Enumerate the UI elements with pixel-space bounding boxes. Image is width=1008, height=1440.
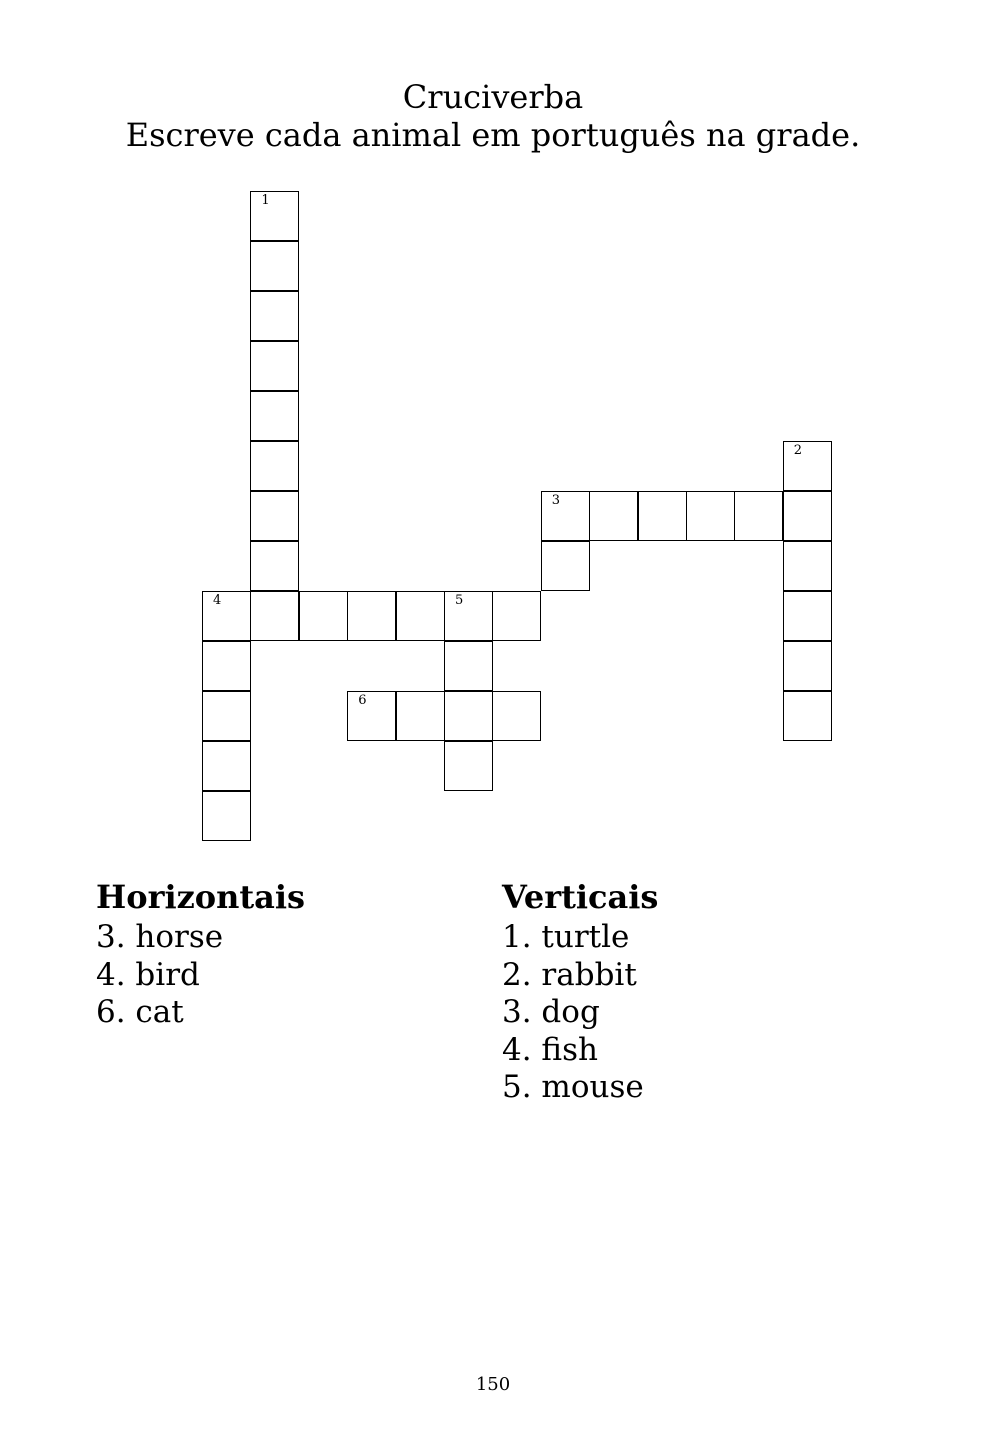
crossword-cell[interactable] <box>299 591 348 641</box>
crossword-cell[interactable] <box>202 641 251 691</box>
crossword-cell[interactable] <box>347 691 396 741</box>
crossword-cell[interactable] <box>783 691 832 741</box>
crossword-cell[interactable] <box>396 691 445 741</box>
crossword-cell[interactable] <box>347 591 396 641</box>
instructions-text: Escreve cada animal em português na grade. <box>125 116 861 154</box>
clue-down-3: 3. dog <box>502 994 600 1030</box>
crossword-cell[interactable] <box>541 491 590 541</box>
crossword-cell[interactable] <box>396 591 445 641</box>
crossword-cell[interactable] <box>783 591 832 641</box>
crossword-cell[interactable] <box>734 491 783 541</box>
crossword-cell[interactable] <box>250 341 299 391</box>
crossword-cell[interactable] <box>492 691 541 741</box>
crossword-cell[interactable] <box>783 641 832 691</box>
crossword-cell[interactable] <box>250 541 299 591</box>
crossword-cell[interactable] <box>250 591 299 641</box>
clue-number: 3 <box>551 493 561 508</box>
clue-across-3: 3. horse <box>96 919 224 955</box>
page-title: Cruciverba <box>402 78 584 116</box>
crossword-cell[interactable] <box>202 741 251 791</box>
across-clues <box>96 878 305 1032</box>
clue-across-4: 4. bird <box>96 956 200 993</box>
crossword-cell[interactable] <box>783 541 832 591</box>
clue-down-1: 1. turtle <box>502 919 630 955</box>
crossword-cell[interactable] <box>589 491 638 541</box>
clue-down-5: 5. mouse <box>502 1069 644 1105</box>
down-heading: Verticais <box>502 878 659 916</box>
crossword-cell[interactable] <box>250 491 299 541</box>
crossword-cell[interactable] <box>250 441 299 491</box>
down-clues <box>502 878 658 1107</box>
crossword-cell[interactable] <box>444 741 493 791</box>
crossword-cell[interactable] <box>638 491 687 541</box>
clue-number: 2 <box>793 443 803 458</box>
crossword-cell[interactable] <box>250 391 299 441</box>
clue-number: 4 <box>213 593 222 608</box>
clue-number: 6 <box>358 693 367 708</box>
crossword-cell[interactable] <box>492 591 541 641</box>
crossword-cell[interactable] <box>250 291 299 341</box>
page-number: 150 <box>475 1374 511 1395</box>
crossword-cell[interactable] <box>783 441 832 491</box>
crossword-cell[interactable] <box>250 191 299 241</box>
crossword-cell[interactable] <box>686 491 735 541</box>
crossword-cell[interactable] <box>202 591 251 641</box>
clue-down-2: 2. rabbit <box>502 956 637 993</box>
clue-number: 5 <box>455 593 464 608</box>
crossword-cell[interactable] <box>444 691 493 741</box>
crossword-cell[interactable] <box>444 591 493 641</box>
crossword-cell[interactable] <box>250 241 299 291</box>
clue-down-4: 4. fish <box>502 1031 598 1068</box>
crossword-cell[interactable] <box>783 491 832 541</box>
clue-across-6: 6. cat <box>96 994 184 1030</box>
across-heading: Horizontais <box>96 878 306 916</box>
crossword-cell[interactable] <box>444 641 493 691</box>
clue-number: 1 <box>261 193 270 208</box>
crossword-cell[interactable] <box>541 541 590 591</box>
crossword-cell[interactable] <box>202 691 251 741</box>
crossword-cell[interactable] <box>202 791 251 841</box>
